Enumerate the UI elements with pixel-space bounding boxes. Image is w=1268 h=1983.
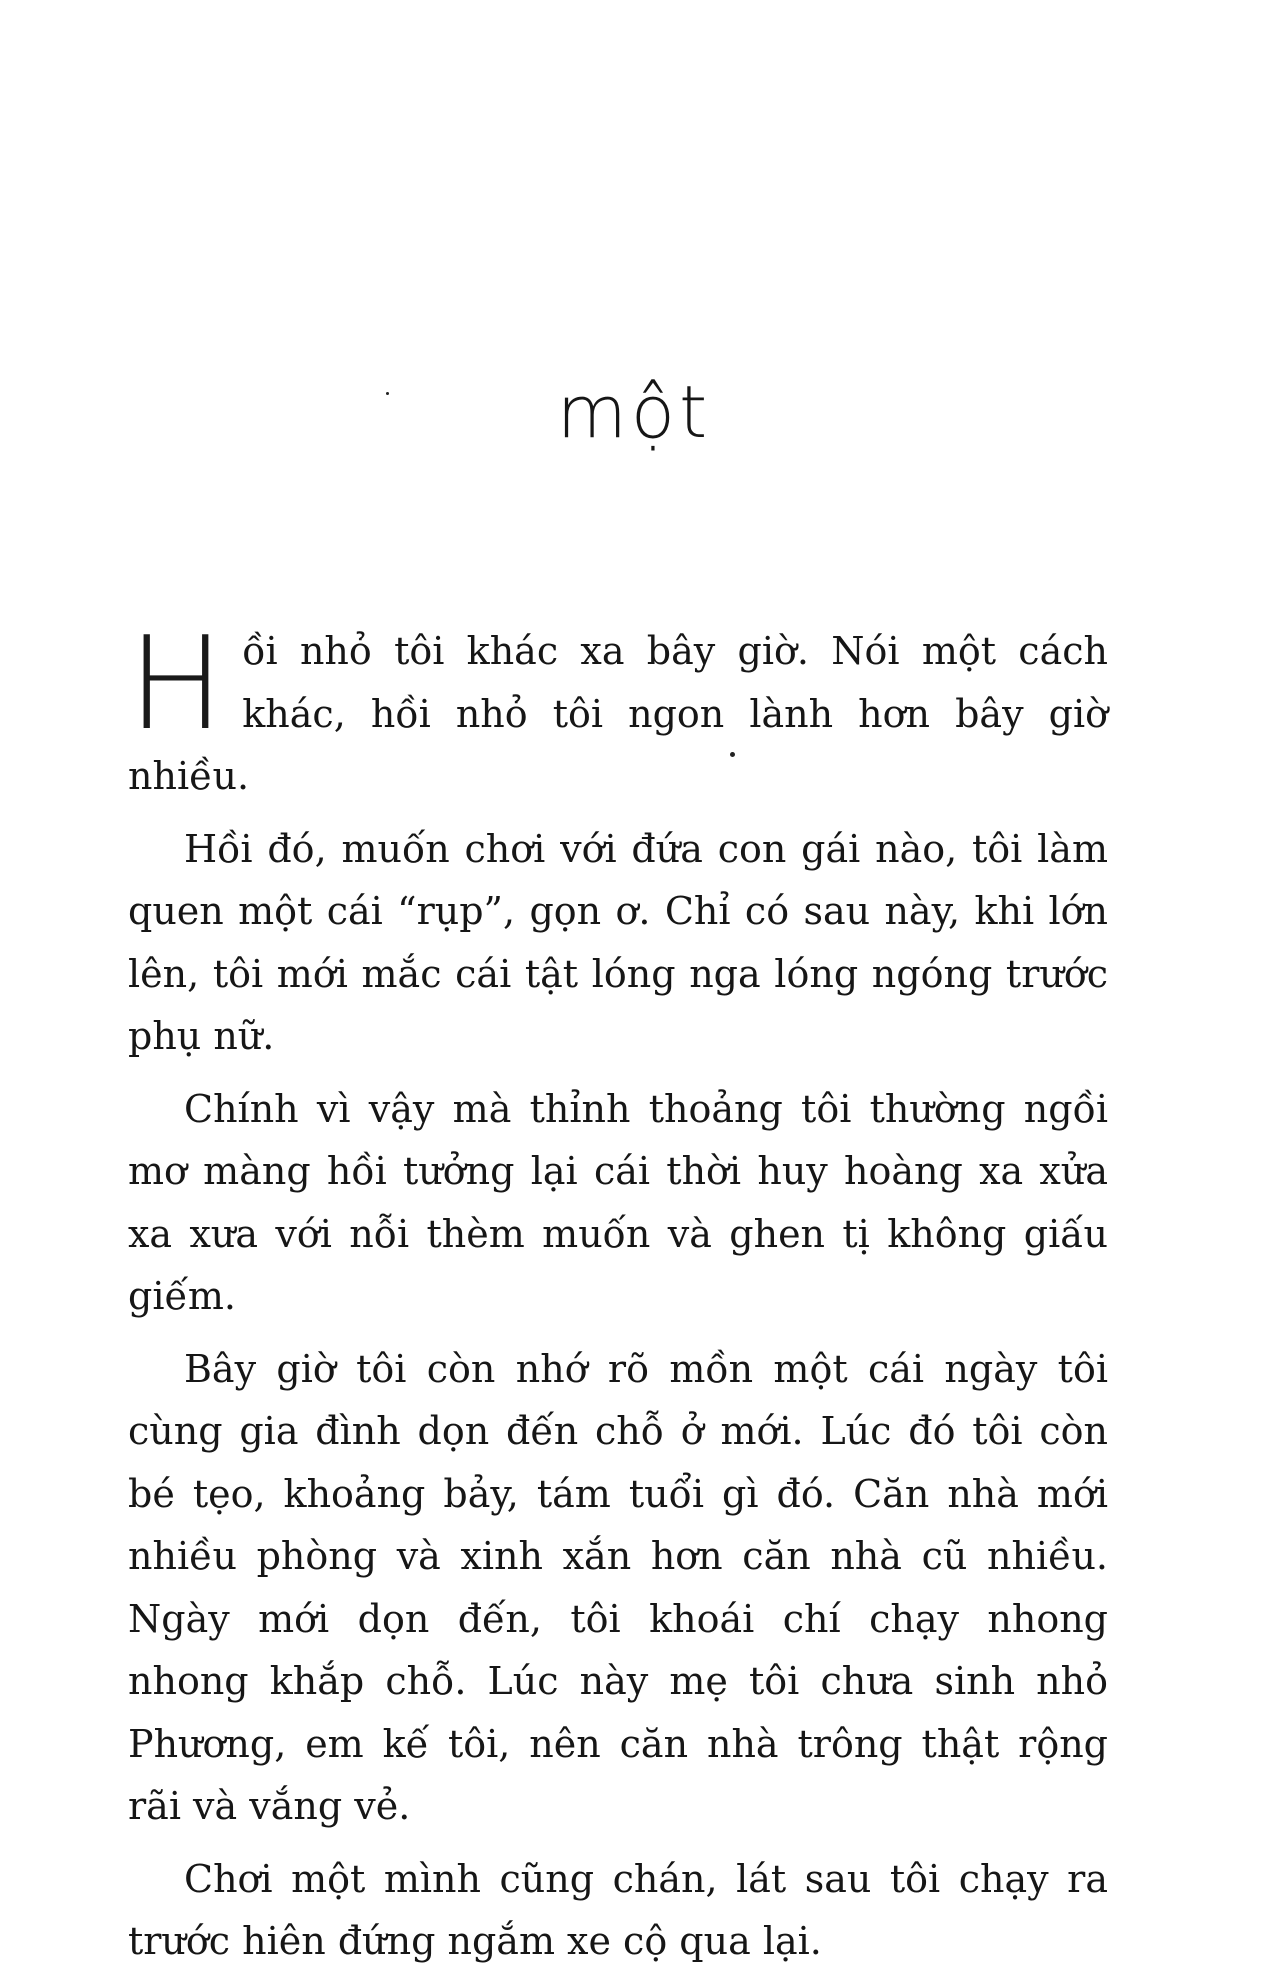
paragraph-1 (128, 610, 1108, 808)
chapter-title: một (556, 370, 712, 454)
print-speck (730, 752, 735, 757)
print-speck (386, 392, 389, 395)
paragraph-3: Chính vì vậy mà thỉnh thoảng tôi thường ngồi mơ màng hồi tưởng lại cái thời huy hoàng xa xửa xa xưa với nỗi thèm muốn và ghen tị không giấu giếm. (128, 1086, 1108, 1318)
paragraph-2: Hồi đó, muốn chơi với đứa con gái nào, tôi làm quen một cái “rụp”, gọn ơ. Chỉ có sau này, khi lớn lên, tôi mới mắc cái tật lóng nga lóng ngóng trước phụ nữ. (128, 826, 1108, 1058)
drop-cap: H (128, 610, 225, 759)
paragraph-4: Bây giờ tôi còn nhớ rõ mồn một cái ngày tôi cùng gia đình dọn đến chỗ ở mới. Lúc đó tôi còn bé tẹo, khoảng bảy, tám tuổi gì đó. Căn nhà mới nhiều phòng và xinh xắn hơn căn nhà cũ nhiều. Ngày mới dọn đến, tôi khoái chí chạy nhong nhong khắp chỗ. Lúc này mẹ tôi chưa sinh nhỏ Phương, em kế tôi, nên căn nhà trông thật rộng rãi và vắng vẻ. (128, 1346, 1108, 1828)
chapter-body (128, 610, 1108, 1983)
paragraph-5: Chơi một mình cũng chán, lát sau tôi chạy ra trước hiên đứng ngắm xe cộ qua lại. (128, 1856, 1108, 1963)
paragraph-1-text: ồi nhỏ tôi khác xa bây giờ. Nói một cách khác, hồi nhỏ tôi ngon lành hơn bây giờ nhiều. (128, 629, 1108, 798)
